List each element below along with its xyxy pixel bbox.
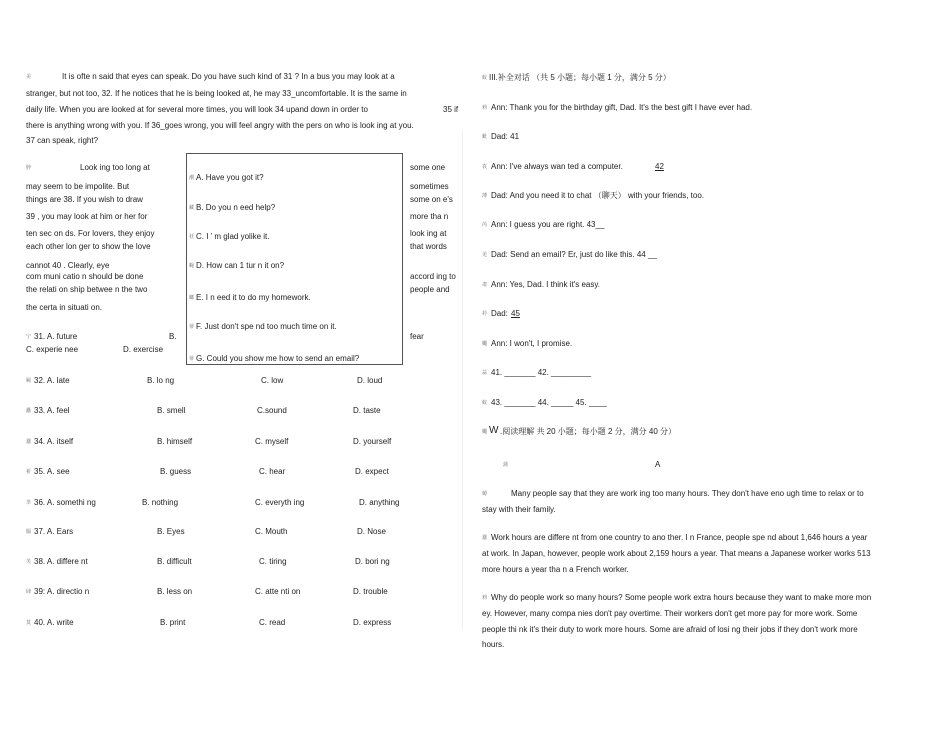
option-d: D. bori ng [355,557,390,566]
wrap-line: some on e's [410,195,453,204]
wrap-line: Look ing too long at [80,163,150,172]
option-b: B. himself [157,437,193,446]
option-c: C. Mouth [255,527,288,536]
passage-label: A [655,460,661,469]
option-b: B. less on [157,587,193,596]
margin-mark: 蒜 [482,370,488,376]
margin-mark: 蒂 [189,356,195,362]
wrap-line: may seem to be impolite. But [26,182,130,191]
margin-mark: 莉 [482,595,488,601]
margin-mark: 莉 [482,105,488,111]
paragraph-line: ey. However, many compa nies don't pay overtime. Their workers don't get more pay for more work. Some [482,609,858,618]
paragraph-line: stay with their family. [482,505,556,514]
paragraph-line: hours. [482,640,505,649]
margin-mark: 莫 [26,620,32,626]
dialog-line: Ann: I guess you are right. 43__ [491,220,605,229]
option-d: D. Nose [357,527,386,536]
answer-line: 41. _______ 42. _________ [491,368,592,377]
paragraph-line: Many people say that they are work ing too many hours. They don't have eno ugh time to relax or to [511,489,864,498]
margin-mark: 螂 [189,295,195,301]
margin-mark: 蚁 [482,400,488,406]
margin-mark: 潮 [189,175,195,181]
option-a: 40. A. write [34,618,74,627]
option-d: D. taste [353,406,381,415]
margin-mark: 芈 [26,500,32,506]
wrap-line: some one [410,163,446,172]
wrap-line: each other lon ger to show the love [26,242,151,251]
option-b: B. difficult [157,557,192,566]
dialog-line: Ann: I won't, I promise. [491,339,573,348]
passage-line: 35 if [443,105,459,114]
margin-mark: 芮 [482,222,488,228]
passage-line: daily life. When you are looked at for several more times, you will look 34 upand down in order to [26,105,368,114]
option-d: D. trouble [353,587,388,596]
option-c: C.sound [257,406,287,415]
margin-mark: 袄 [189,234,195,240]
margin-mark: 肃 [482,282,488,288]
option-c: C. I ’ m glad yolike it. [196,232,270,241]
passage-line: 37 can speak, right? [26,136,99,145]
dialog-options-box [186,153,403,365]
option-b: B. nothing [142,498,179,507]
option-c: C. myself [255,437,289,446]
wrap-line: more tha n [410,212,449,221]
margin-mark: 蚁 [482,75,488,81]
section-title: .阅读理解 共 20 小题；每小题 2 分，满分 40 分） [500,427,677,436]
option-d: D. expect [355,467,389,476]
paragraph-line: at work. In Japan, however, people work about 2,159 hours a year. That means a Japanese worker works 513 [482,549,871,558]
option-c: C. tiring [259,557,287,566]
dialog-line: Dad: Send an email? Er, just do like this. 44 __ [491,250,657,259]
option-c: C. atte nti on [255,587,301,596]
wrap-line: people and [410,285,450,294]
option-f: F. Just don't spe nd too much time on it. [196,322,337,331]
margin-mark: 蠅 [482,429,488,435]
margin-mark: 蠹 [26,408,32,414]
option-b: B. guess [160,467,192,476]
wrap-line: ten sec on ds. For lovers, they enjoy [26,229,155,238]
option-b: B. Eyes [157,527,185,536]
passage-line: there is anything wrong with you. If 36_goes wrong, you will feel angry with the pers on who is look ing at you. [26,121,414,130]
dialog-blank: 42 [655,162,664,171]
margin-mark: 蒲 [503,462,509,468]
option-d: D. anything [359,498,400,507]
option-d: D. yourself [353,437,392,446]
margin-mark: 衿 [482,311,488,317]
paragraph-line: more hours a year tha n a French worker. [482,565,629,574]
wrap-line: 39 , you may look at him or her for [26,212,148,221]
dialog-blank: 45 [511,309,520,318]
wrap-line: cannot 40 . Clearly, eye [26,261,110,270]
option-b: B. print [160,618,186,627]
wrap-line: sometimes [410,182,449,191]
wrap-line: that words [410,242,447,251]
option-c: C. read [259,618,286,627]
dialog-line: Ann: I've always wan ted a computer. [491,162,623,171]
margin-mark: 薅 [482,491,488,497]
margin-mark: 蒂 [189,324,195,330]
option-a: 34. A. itself [34,437,74,446]
margin-mark: 宁 [26,334,32,340]
margin-mark: 羌 [482,252,488,258]
dialog-line: Dad: 41 [491,132,520,141]
dialog-line: Ann: Yes, Dad. I think it's easy. [491,280,600,289]
passage-line: It is ofte n said that eyes can speak. Do you have such kind of 31 ? In a bus you may look at a [62,72,395,81]
wrap-line: accord ing to [410,272,456,281]
option-a: 38. A. differe nt [34,557,88,566]
margin-mark: 袁 [482,164,488,170]
option-a: 37. A. Ears [34,527,74,536]
wrap-line: look ing at [410,229,447,238]
option-a: 39: A. directio n [34,587,90,596]
margin-mark: 肆 [26,589,32,595]
margin-mark: 蠅 [482,341,488,347]
option-d: D. express [353,618,392,627]
dialog-line: Ann: Thank you for the birthday gift, Dad. It's the best gift I have ever had. [491,103,753,112]
margin-mark: 蝇 [189,263,195,269]
wrap-line: the relati on ship betwee n the two [26,285,148,294]
section-title: III.补全对话 （共 5 小题；每小题 1 分，满分 5 分） [489,73,671,82]
option-c: C. hear [259,467,286,476]
margin-mark: 祈 [26,469,32,475]
margin-mark: 美 [26,74,32,80]
paragraph-line: Why do people work so many hours? Some people work extra hours because they want to make more mon [491,593,872,602]
wrap-line: things are 38. If you wish to draw [26,195,143,204]
margin-mark: 芙 [26,559,32,565]
section-numeral: W [489,425,499,436]
margin-mark: 藏 [189,205,195,211]
option-a: 32. A. late [34,376,70,385]
margin-mark: 薄 [482,193,488,199]
q31-option-a: 31. A. future [34,332,78,341]
option-b: B. smell [157,406,186,415]
q31-option-c: C. experie nee [26,345,79,354]
margin-mark: 羁 [26,378,32,384]
q31-option-b-text: fear [410,332,424,341]
option-b: B. Do you n eed help? [196,203,276,212]
option-c: C. low [261,376,284,385]
option-d: D. How can 1 tur n it on? [196,261,285,270]
option-d: D. loud [357,376,383,385]
dialog-line: Dad: [491,309,508,318]
margin-mark: 蠢 [482,535,488,541]
wrap-line: com muni catio n should be done [26,272,144,281]
q31-option-d: D. exercise [123,345,164,354]
option-c: C. everyth ing [255,498,305,507]
option-e: E. I n eed it to do my homework. [196,293,311,302]
margin-mark: 膈 [26,529,32,535]
margin-mark: 蚍 [482,134,488,140]
margin-mark: 脖 [26,165,32,171]
wrap-line: the certa in situati on. [26,303,103,312]
option-a: 36. A. somethi ng [34,498,96,507]
margin-mark: 蠢 [26,439,32,445]
option-g: G. Could you show me how to send an email? [196,354,360,363]
passage-line: stranger, but not too, 32. If he notices that he is being looked at, he may 33_uncomfortable. It is the same in [26,89,407,98]
option-a: 33. A. feel [34,406,70,415]
answer-line: 43. _______ 44. _____ 45. ____ [491,398,607,407]
column-divider [462,130,463,630]
option-a: 35. A. see [34,467,70,476]
option-b: B. lo ng [147,376,175,385]
option-a: A. Have you got it? [196,173,264,182]
paragraph-line: Work hours are differe nt from one country to ano ther. I n France, people spe nd about 1,646 hours a year [491,533,868,542]
paragraph-line: people thi nk it's their duty to work more hours. Some are afraid of losi ng their jobs if they don't work more [482,625,858,634]
q31-option-b: B. [169,332,177,341]
dialog-line: Dad: And you need it to chat （聊天） with your friends, too. [491,191,704,200]
